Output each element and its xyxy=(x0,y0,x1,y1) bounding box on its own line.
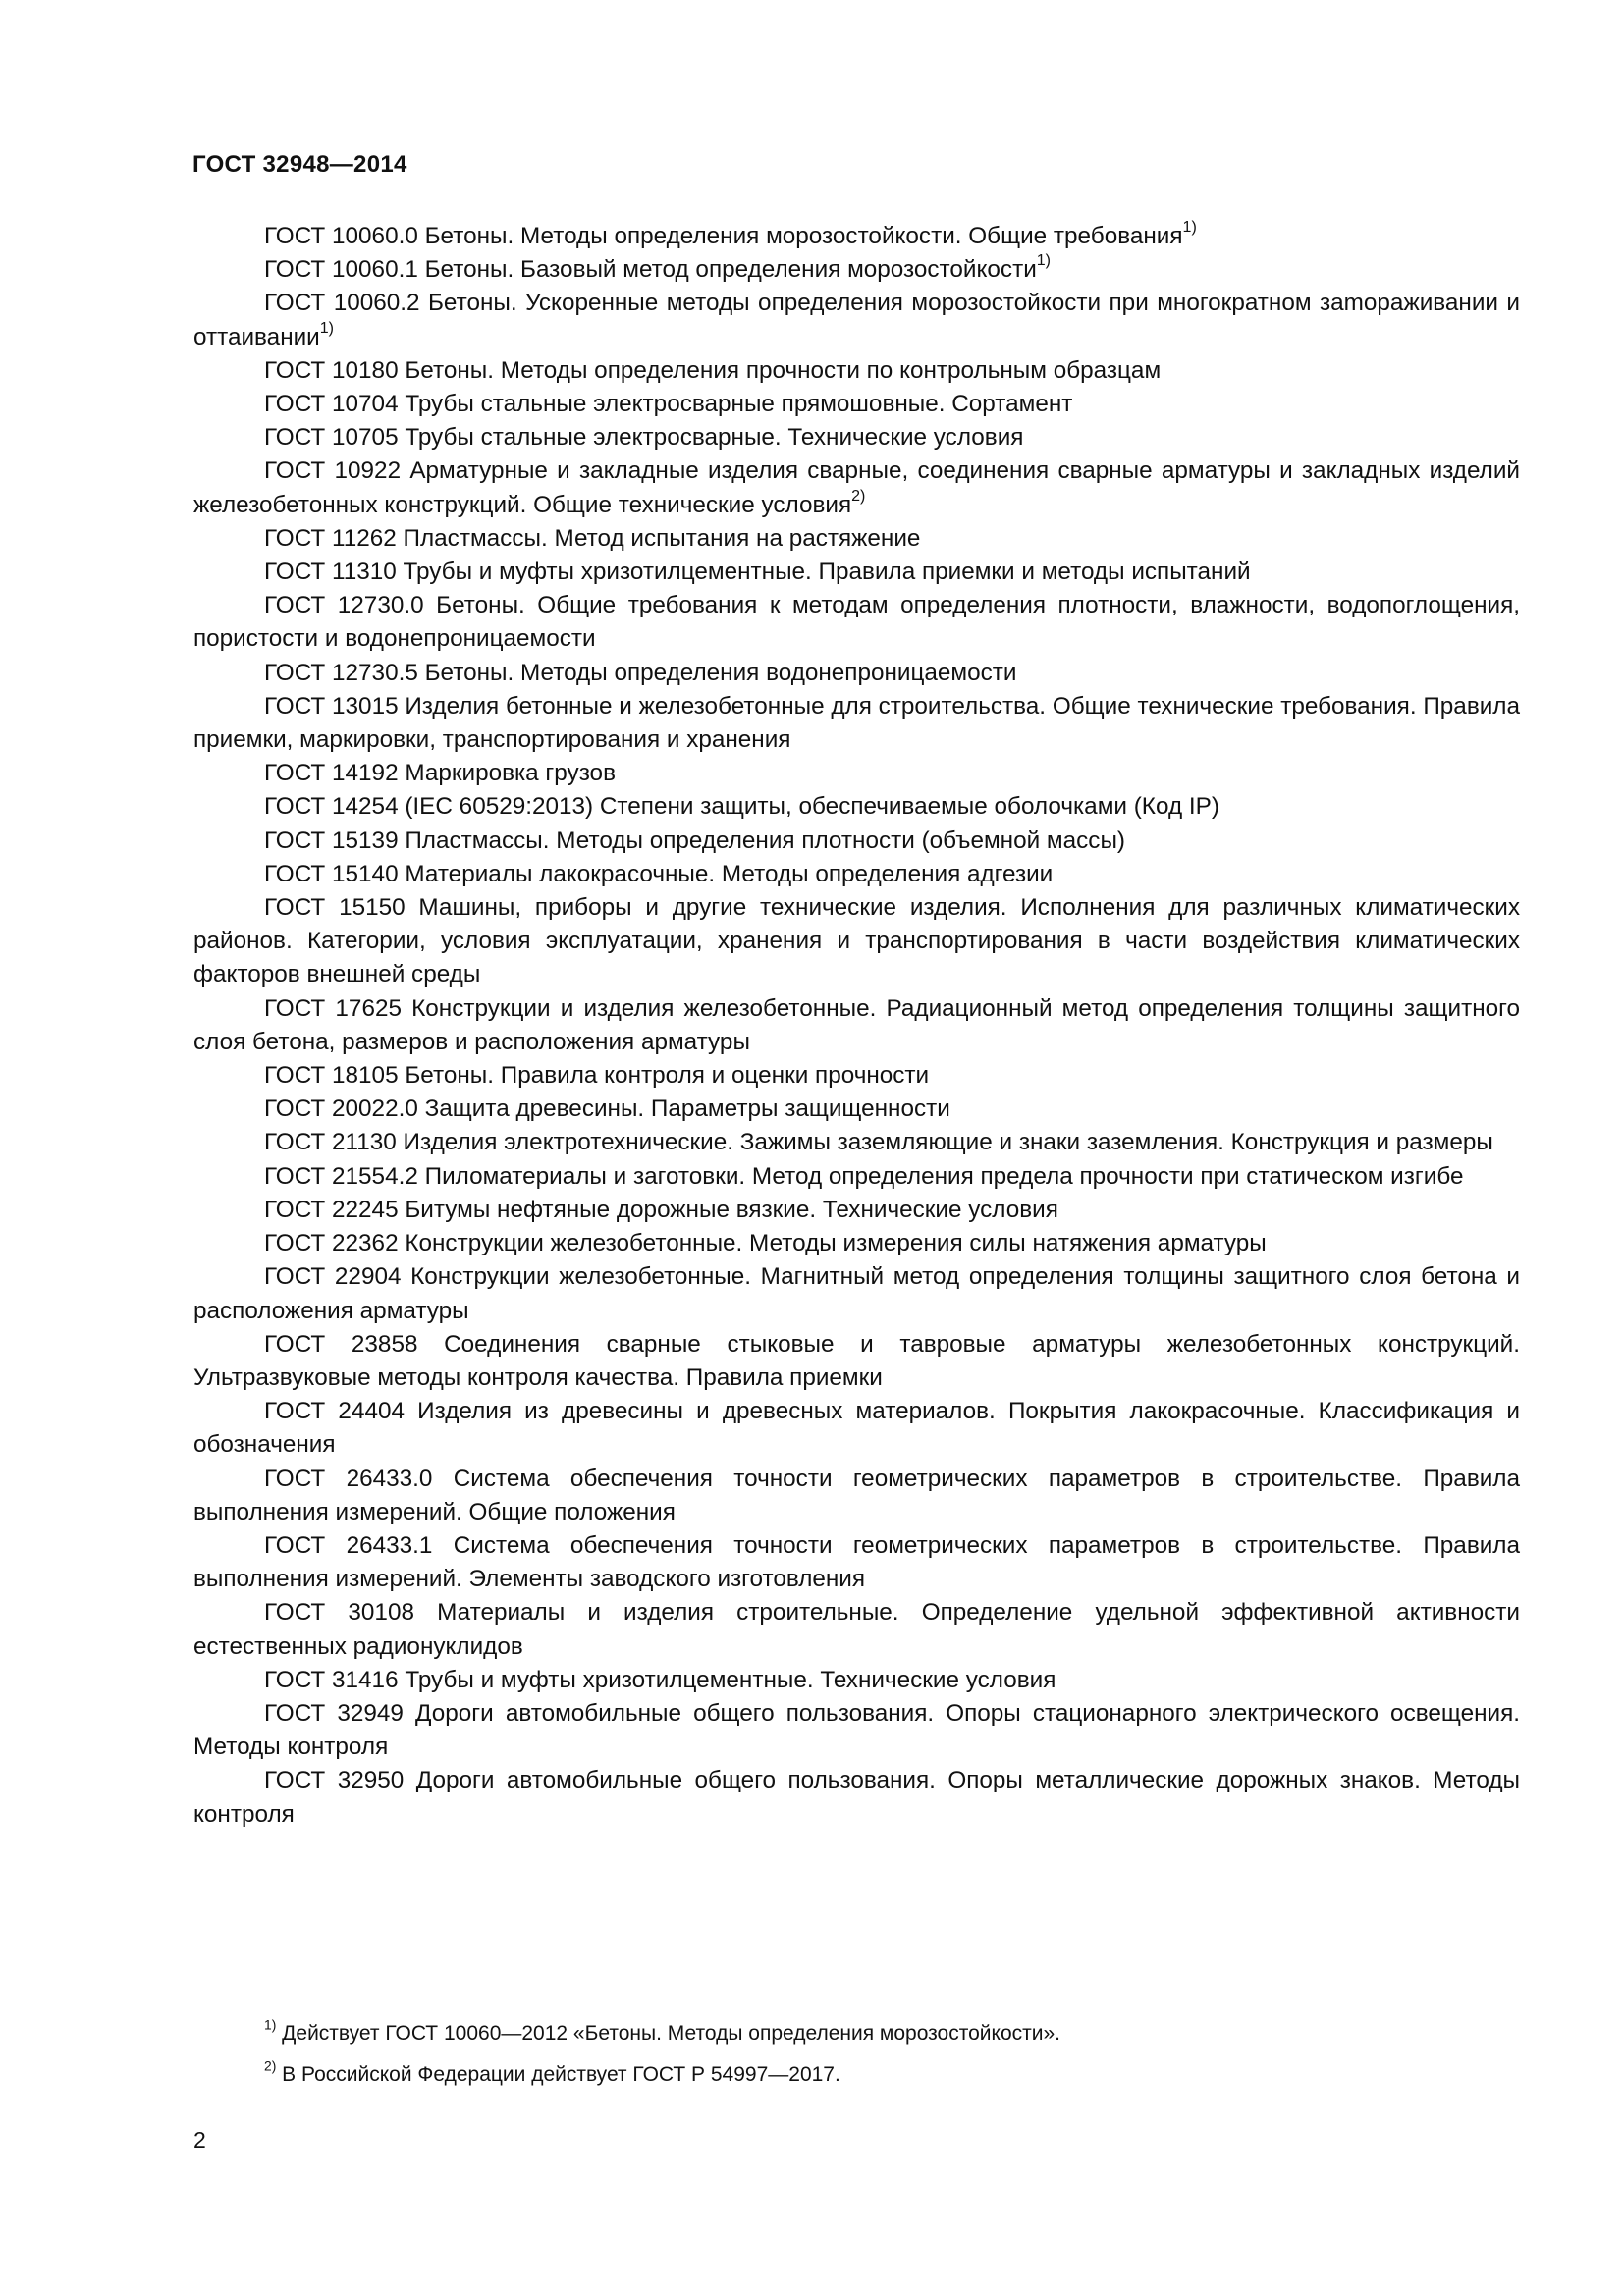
reference-item xyxy=(193,790,1520,824)
footnotes xyxy=(264,2013,1501,2096)
reference-item xyxy=(193,690,1520,757)
reference-text: ГОСТ 18105 Бетоны. Правила контроля и оценки прочности xyxy=(264,1062,930,1090)
reference-text: ГОСТ 10060.1 Бетоны. Базовый метод определения морозостойкости xyxy=(264,256,1037,284)
reference-item xyxy=(193,454,1520,521)
reference-item xyxy=(193,1596,1520,1663)
footnote-item xyxy=(264,2055,1501,2096)
reference-text: ГОСТ 12730.5 Бетоны. Методы определения водонепроницаемости xyxy=(264,659,1017,686)
footnote-mark: 1) xyxy=(1036,251,1052,270)
reference-item xyxy=(193,1328,1520,1395)
normative-references-list xyxy=(193,217,1520,1832)
reference-text: ГОСТ 17625 Конструкции и изделия железобетонные. Радиационный метод определения толщины защитного слоя бетона, размеров и расположения арматуры xyxy=(193,994,1520,1055)
reference-text: ГОСТ 14192 Маркировка грузов xyxy=(264,760,616,787)
reference-text: ГОСТ 23858 Соединения сварные стыковые и тавровые арматуры железобетонных конструкций. Ультразвуковые методы контроля качества. Правила приемки xyxy=(193,1330,1520,1391)
footnote-mark: 1) xyxy=(319,318,335,337)
reference-text: ГОСТ 10705 Трубы стальные электросварные. Технические условия xyxy=(264,424,1024,452)
reference-text: ГОСТ 10922 Арматурные и закладные изделия сварные, соединения сварные арматуры и закладных изделий железобетонных конструкций. Общие технические условия xyxy=(193,457,1520,518)
reference-text: ГОСТ 10180 Бетоны. Методы определения прочности по контрольным образцам xyxy=(264,356,1162,384)
footnote-mark: 2) xyxy=(264,2057,277,2074)
reference-item xyxy=(193,421,1520,454)
reference-item xyxy=(193,757,1520,790)
reference-item xyxy=(193,589,1520,656)
reference-text: ГОСТ 15150 Машины, приборы и другие технические изделия. Исполнения для различных климатических районов. Категории, условия эксплуатации, хранения и транспортирования в части воздействия климатических факторов внешней среды xyxy=(193,894,1520,988)
reference-item xyxy=(193,1160,1520,1194)
reference-item xyxy=(193,891,1520,992)
reference-item xyxy=(193,1697,1520,1764)
reference-item xyxy=(193,825,1520,858)
reference-item xyxy=(193,1463,1520,1529)
reference-text: ГОСТ 20022.0 Защита древесины. Параметры защищенности xyxy=(264,1095,950,1123)
footnote-mark: 2) xyxy=(851,486,866,505)
reference-item xyxy=(193,354,1520,388)
page-number: 2 xyxy=(193,2127,206,2153)
reference-text: ГОСТ 10060.2 Бетоны. Ускоренные методы определения морозостойкости при многократном заmораживании и оттаивании xyxy=(193,290,1520,350)
document-header: ГОСТ 32948—2014 xyxy=(192,151,407,178)
reference-text: ГОСТ 11262 Пластмассы. Метод испытания на растяжение xyxy=(264,524,921,552)
reference-text: ГОСТ 11310 Трубы и муфты хризотилцементные. Правила приемки и методы испытаний xyxy=(264,559,1251,586)
reference-text: ГОСТ 24404 Изделия из древесины и древесных материалов. Покрытия лакокрасочные. Классификация и обозначения xyxy=(193,1398,1520,1459)
reference-text: ГОСТ 12730.0 Бетоны. Общие требования к методам определения плотности, влажности, водопоглощения, пористости и водонепроницаемости xyxy=(193,592,1520,653)
reference-text: ГОСТ 30108 Материалы и изделия строительные. Определение удельной эффективной активности естественных радионуклидов xyxy=(193,1599,1520,1660)
footnote-item xyxy=(264,2013,1501,2055)
reference-text: ГОСТ 21554.2 Пиломатериалы и заготовки. Метод определения предела прочности при статическом изгибе xyxy=(264,1162,1464,1190)
reference-item xyxy=(193,556,1520,589)
reference-item xyxy=(193,1059,1520,1093)
footnote-text: В Российской Федерации действует ГОСТ Р 54997—2017. xyxy=(282,2063,840,2086)
reference-text: ГОСТ 21130 Изделия электротехнические. Зажимы заземляющие и знаки заземления. Конструкция и размеры xyxy=(264,1129,1493,1156)
reference-item xyxy=(193,1126,1520,1159)
reference-item xyxy=(193,657,1520,690)
reference-text: ГОСТ 22245 Битумы нефтяные дорожные вязкие. Технические условия xyxy=(264,1196,1058,1223)
reference-item xyxy=(193,1764,1520,1831)
reference-item xyxy=(193,287,1520,353)
reference-text: ГОСТ 13015 Изделия бетонные и железобетонные для строительства. Общие технические требования. Правила приемки, маркировки, транспортирования и хранения xyxy=(193,692,1520,754)
reference-text: ГОСТ 26433.1 Система обеспечения точности геометрических параметров в строительстве. Правила выполнения измерений. Элементы заводского изготовления xyxy=(193,1531,1520,1593)
reference-text: ГОСТ 26433.0 Система обеспечения точности геометрических параметров в строительстве. Правила выполнения измерений. Общие положения xyxy=(193,1465,1520,1525)
footnote-text: Действует ГОСТ 10060—2012 «Бетоны. Методы определения морозостойкости». xyxy=(282,2022,1060,2045)
reference-item xyxy=(193,388,1520,421)
reference-text: ГОСТ 10060.0 Бетоны. Методы определения морозостойкости. Общие требования xyxy=(264,223,1183,249)
reference-text: ГОСТ 32949 Дороги автомобильные общего пользования. Опоры стационарного электрического освещения. Методы контроля xyxy=(193,1699,1520,1761)
reference-item xyxy=(193,522,1520,556)
reference-item xyxy=(193,992,1520,1059)
footnote-mark: 1) xyxy=(264,2016,277,2033)
reference-text: ГОСТ 15140 Материалы лакокрасочные. Методы определения адгезии xyxy=(264,860,1054,887)
reference-text: ГОСТ 22904 Конструкции железобетонные. Магнитный метод определения толщины защитного слоя бетона и расположения арматуры xyxy=(193,1263,1520,1324)
reference-item xyxy=(193,1227,1520,1260)
reference-text: ГОСТ 15139 Пластмассы. Методы определения плотности (объемной массы) xyxy=(264,827,1126,854)
reference-item xyxy=(193,1664,1520,1697)
reference-item xyxy=(193,1529,1520,1596)
reference-text: ГОСТ 14254 (IEC 60529:2013) Степени защиты, обеспечиваемые оболочками (Код IP) xyxy=(264,793,1219,821)
reference-text: ГОСТ 31416 Трубы и муфты хризотилцементные. Технические условия xyxy=(264,1666,1056,1693)
reference-text: ГОСТ 10704 Трубы стальные электросварные прямошовные. Сортамент xyxy=(264,391,1073,418)
reference-item xyxy=(193,858,1520,891)
reference-item xyxy=(193,253,1520,287)
reference-item xyxy=(193,1395,1520,1462)
reference-item xyxy=(193,1093,1520,1126)
footnote-mark: 1) xyxy=(1182,217,1197,236)
reference-item xyxy=(193,217,1520,253)
reference-item xyxy=(193,1194,1520,1227)
reference-text: ГОСТ 32950 Дороги автомобильные общего пользования. Опоры металлические дорожных знаков. Методы контроля xyxy=(193,1767,1520,1828)
reference-text: ГОСТ 22362 Конструкции железобетонные. Методы измерения силы натяжения арматуры xyxy=(264,1230,1267,1257)
reference-item xyxy=(193,1260,1520,1327)
